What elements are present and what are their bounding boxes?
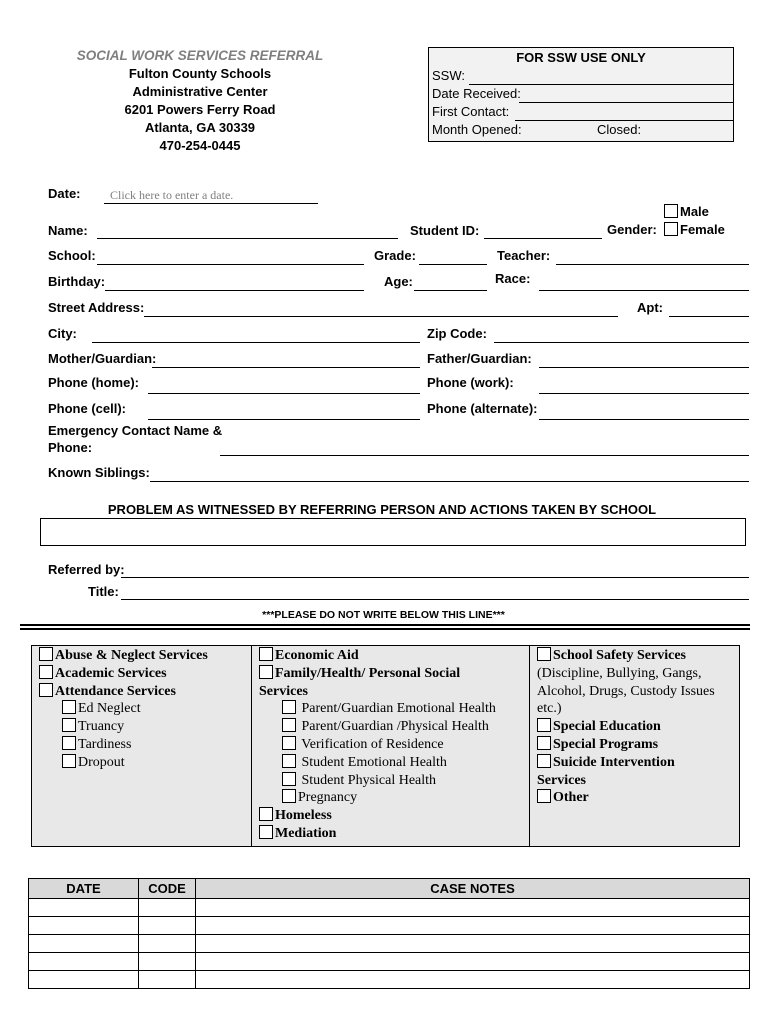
- family-health-option[interactable]: [259, 665, 496, 683]
- homeless-option[interactable]: [259, 807, 496, 825]
- pregnancy-option[interactable]: [259, 789, 496, 807]
- date-input-placeholder[interactable]: Click here to enter a date.: [110, 188, 234, 202]
- academic-option[interactable]: [39, 665, 208, 683]
- phone-cell-label: Phone (cell):: [48, 401, 127, 416]
- apt-label: Apt:: [637, 300, 663, 315]
- dropout-checkbox[interactable]: [62, 754, 76, 768]
- title-label: Title:: [88, 584, 119, 599]
- ssw-box-title: FOR SSW USE ONLY: [516, 50, 646, 65]
- school-label: School:: [48, 248, 96, 263]
- pg-physical-option[interactable]: [259, 718, 496, 736]
- suicide-intervention-option[interactable]: [537, 754, 715, 772]
- homeless-checkbox[interactable]: [259, 807, 273, 821]
- org-phone: 470-254-0445: [159, 138, 241, 153]
- phone-work-label: Phone (work):: [427, 375, 514, 390]
- dropout-option[interactable]: [39, 754, 208, 772]
- suicide-intervention-label-cont: Services: [537, 772, 586, 788]
- name-label: Name:: [48, 223, 88, 238]
- table-row: [29, 899, 750, 917]
- pg-emotional-label: Parent/Guardian Emotional Health: [301, 701, 496, 717]
- org-name: Fulton County Schools: [128, 66, 272, 81]
- date-cell[interactable]: [29, 917, 139, 935]
- father-guardian-label: Father/Guardian:: [427, 351, 532, 366]
- truancy-option[interactable]: [39, 718, 208, 736]
- pg-physical-checkbox[interactable]: [282, 718, 296, 732]
- emergency-label-line1: Emergency Contact Name &: [48, 423, 223, 438]
- pg-physical-label: Parent/Guardian /Physical Health: [301, 719, 489, 735]
- phone-alternate-label: Phone (alternate):: [427, 401, 538, 416]
- street-address-label: Street Address:: [48, 300, 145, 315]
- services-col-divider-2: [529, 646, 530, 846]
- notes-cell[interactable]: [196, 899, 750, 917]
- special-programs-option[interactable]: [537, 736, 715, 754]
- city-label: City:: [48, 326, 77, 341]
- race-field[interactable]: [539, 290, 749, 291]
- economic-aid-option[interactable]: [259, 647, 496, 665]
- student-id-label: Student ID:: [410, 223, 480, 238]
- school-safety-option[interactable]: [537, 647, 715, 665]
- emergency-contact-label: [48, 422, 222, 456]
- known-siblings-field[interactable]: [150, 481, 749, 482]
- school-field[interactable]: [97, 264, 364, 265]
- ed-neglect-checkbox[interactable]: [62, 700, 76, 714]
- special-education-label: Special Education: [553, 719, 661, 735]
- code-cell[interactable]: [139, 935, 196, 953]
- birthday-label: Birthday:: [48, 274, 106, 289]
- org-city: Atlanta, GA 30339: [144, 120, 256, 135]
- do-not-write-notice: ***PLEASE DO NOT WRITE BELOW THIS LINE***: [262, 609, 505, 621]
- phone-home-label: Phone (home):: [48, 375, 139, 390]
- school-safety-desc-3: etc.): [537, 701, 562, 717]
- economic-aid-checkbox[interactable]: [259, 647, 273, 661]
- gender-label: Gender:: [607, 222, 657, 237]
- age-field[interactable]: [414, 290, 487, 291]
- family-health-label-cont: Services: [259, 683, 308, 699]
- pregnancy-checkbox[interactable]: [282, 789, 296, 803]
- phone-cell-field[interactable]: [148, 419, 420, 420]
- problem-textbox[interactable]: [40, 518, 746, 546]
- teacher-label: Teacher:: [497, 248, 551, 263]
- notes-cell[interactable]: [196, 935, 750, 953]
- emergency-contact-field[interactable]: [220, 455, 749, 456]
- code-cell[interactable]: [139, 971, 196, 989]
- special-programs-label: Special Programs: [553, 736, 659, 752]
- academic-checkbox[interactable]: [39, 665, 53, 679]
- referred-by-field[interactable]: [121, 577, 749, 578]
- suicide-intervention-checkbox[interactable]: [537, 754, 551, 768]
- apt-field[interactable]: [669, 316, 749, 317]
- special-education-option[interactable]: [537, 718, 715, 736]
- st-physical-option[interactable]: [259, 772, 496, 790]
- known-siblings-label: Known Siblings:: [48, 465, 150, 480]
- gender-male-option[interactable]: [664, 204, 709, 219]
- abuse-neglect-option[interactable]: [39, 647, 208, 665]
- father-guardian-field[interactable]: [539, 367, 749, 368]
- code-cell[interactable]: [139, 953, 196, 971]
- emergency-label-line2: Phone:: [48, 440, 93, 455]
- first-contact-label: First Contact:: [432, 104, 510, 119]
- attendance-checkbox[interactable]: [39, 683, 53, 697]
- truancy-label: Truancy: [78, 719, 125, 735]
- closed-label: Closed:: [597, 122, 642, 137]
- female-label: Female: [680, 222, 725, 237]
- date-received-label: Date Received:: [432, 86, 521, 101]
- title-field[interactable]: [121, 599, 749, 600]
- tardiness-label: Tardiness: [78, 736, 132, 752]
- notes-cell[interactable]: [196, 953, 750, 971]
- mediation-option[interactable]: [259, 825, 496, 843]
- org-street: 6201 Powers Ferry Road: [124, 102, 276, 117]
- table-row: [29, 971, 750, 989]
- race-label: Race:: [495, 271, 531, 286]
- teacher-field[interactable]: [556, 264, 749, 265]
- st-emotional-option[interactable]: [259, 754, 496, 772]
- case-notes-header-row: [29, 879, 750, 899]
- ssw-use-box: [428, 47, 734, 142]
- date-cell[interactable]: [29, 971, 139, 989]
- tardiness-checkbox[interactable]: [62, 736, 76, 750]
- grade-label: Grade:: [374, 248, 416, 263]
- table-row: [29, 953, 750, 971]
- truancy-checkbox[interactable]: [62, 718, 76, 732]
- st-emotional-checkbox[interactable]: [282, 754, 296, 768]
- pregnancy-label: Pregnancy: [298, 790, 358, 806]
- age-label: Age:: [384, 274, 413, 289]
- divider-top: [20, 624, 750, 626]
- date-column-header: DATE: [29, 879, 139, 899]
- mother-guardian-field[interactable]: [152, 367, 420, 368]
- tardiness-option[interactable]: [39, 736, 208, 754]
- mediation-checkbox[interactable]: [259, 825, 273, 839]
- attendance-option[interactable]: [39, 683, 208, 701]
- gender-female-option[interactable]: [664, 222, 725, 237]
- case-notes-table: [28, 878, 750, 989]
- ssw-label: SSW:: [432, 68, 465, 83]
- phone-home-field[interactable]: [148, 393, 420, 394]
- services-col-divider-1: [251, 646, 252, 846]
- services-column-2: [259, 647, 496, 843]
- divider-bottom: [20, 628, 750, 630]
- date-field-line: [104, 203, 318, 204]
- code-cell[interactable]: [139, 917, 196, 935]
- problem-heading: PROBLEM AS WITNESSED BY REFERRING PERSON AND ACTIONS TAKEN BY SCHOOL: [107, 502, 657, 517]
- mother-guardian-label: Mother/Guardian:: [48, 351, 157, 366]
- zip-field[interactable]: [494, 342, 749, 343]
- ed-neglect-label: Ed Neglect: [78, 701, 141, 717]
- notes-cell[interactable]: [196, 971, 750, 989]
- economic-aid-label: Economic Aid: [275, 648, 359, 663]
- attendance-label: Attendance Services: [55, 683, 176, 699]
- name-field[interactable]: [97, 238, 398, 239]
- abuse-neglect-checkbox[interactable]: [39, 647, 53, 661]
- school-safety-desc-1: (Discipline, Bullying, Gangs,: [537, 665, 702, 681]
- other-label: Other: [553, 790, 589, 806]
- zip-label: Zip Code:: [427, 326, 487, 341]
- table-row: [29, 935, 750, 953]
- st-emotional-label: Student Emotional Health: [301, 754, 447, 770]
- month-opened-label: Month Opened:: [432, 122, 522, 137]
- dropout-label: Dropout: [78, 754, 125, 770]
- city-field[interactable]: [92, 342, 420, 343]
- other-checkbox[interactable]: [537, 789, 551, 803]
- services-box: [31, 645, 740, 847]
- date-cell[interactable]: [29, 935, 139, 953]
- special-programs-checkbox[interactable]: [537, 736, 551, 750]
- student-id-field[interactable]: [484, 238, 602, 239]
- family-health-checkbox[interactable]: [259, 665, 273, 679]
- special-education-checkbox[interactable]: [537, 718, 551, 732]
- phone-work-field[interactable]: [539, 393, 749, 394]
- residence-checkbox[interactable]: [282, 736, 296, 750]
- residence-label: Verification of Residence: [301, 736, 444, 752]
- other-option[interactable]: [537, 789, 715, 807]
- referred-by-label: Referred by:: [48, 562, 125, 577]
- table-row: [29, 917, 750, 935]
- grade-field[interactable]: [419, 264, 487, 265]
- phone-alternate-field[interactable]: [539, 419, 749, 420]
- ed-neglect-option[interactable]: [39, 700, 208, 718]
- male-label: Male: [680, 204, 709, 219]
- services-column-3: [537, 647, 715, 807]
- date-cell[interactable]: [29, 899, 139, 917]
- street-address-field[interactable]: [144, 316, 618, 317]
- notes-cell[interactable]: [196, 917, 750, 935]
- st-physical-label: Student Physical Health: [301, 772, 437, 788]
- pg-emotional-option[interactable]: [259, 700, 496, 718]
- case-notes-column-header: CASE NOTES: [196, 879, 750, 899]
- male-checkbox[interactable]: [664, 204, 678, 218]
- female-checkbox[interactable]: [664, 222, 678, 236]
- org-center: Administrative Center: [132, 84, 268, 99]
- services-column-1: [39, 647, 208, 772]
- header-block: [60, 47, 340, 155]
- code-column-header: CODE: [139, 879, 196, 899]
- school-safety-label: School Safety Services: [553, 648, 686, 663]
- code-cell[interactable]: [139, 899, 196, 917]
- school-safety-desc-2: Alcohol, Drugs, Custody Issues: [537, 683, 715, 699]
- school-safety-checkbox[interactable]: [537, 647, 551, 661]
- pg-emotional-checkbox[interactable]: [282, 700, 296, 714]
- suicide-intervention-label: Suicide Intervention: [553, 754, 675, 770]
- family-health-label: Family/Health/ Personal Social: [275, 665, 461, 681]
- date-cell[interactable]: [29, 953, 139, 971]
- form-title: SOCIAL WORK SERVICES REFERRAL: [76, 48, 324, 63]
- abuse-neglect-label: Abuse & Neglect Services: [55, 648, 208, 663]
- mediation-label: Mediation: [275, 825, 337, 841]
- residence-option[interactable]: [259, 736, 496, 754]
- st-physical-checkbox[interactable]: [282, 772, 296, 786]
- birthday-field[interactable]: [105, 290, 364, 291]
- homeless-label: Homeless: [275, 808, 332, 824]
- academic-label: Academic Services: [55, 665, 167, 681]
- date-label: Date:: [48, 186, 81, 201]
